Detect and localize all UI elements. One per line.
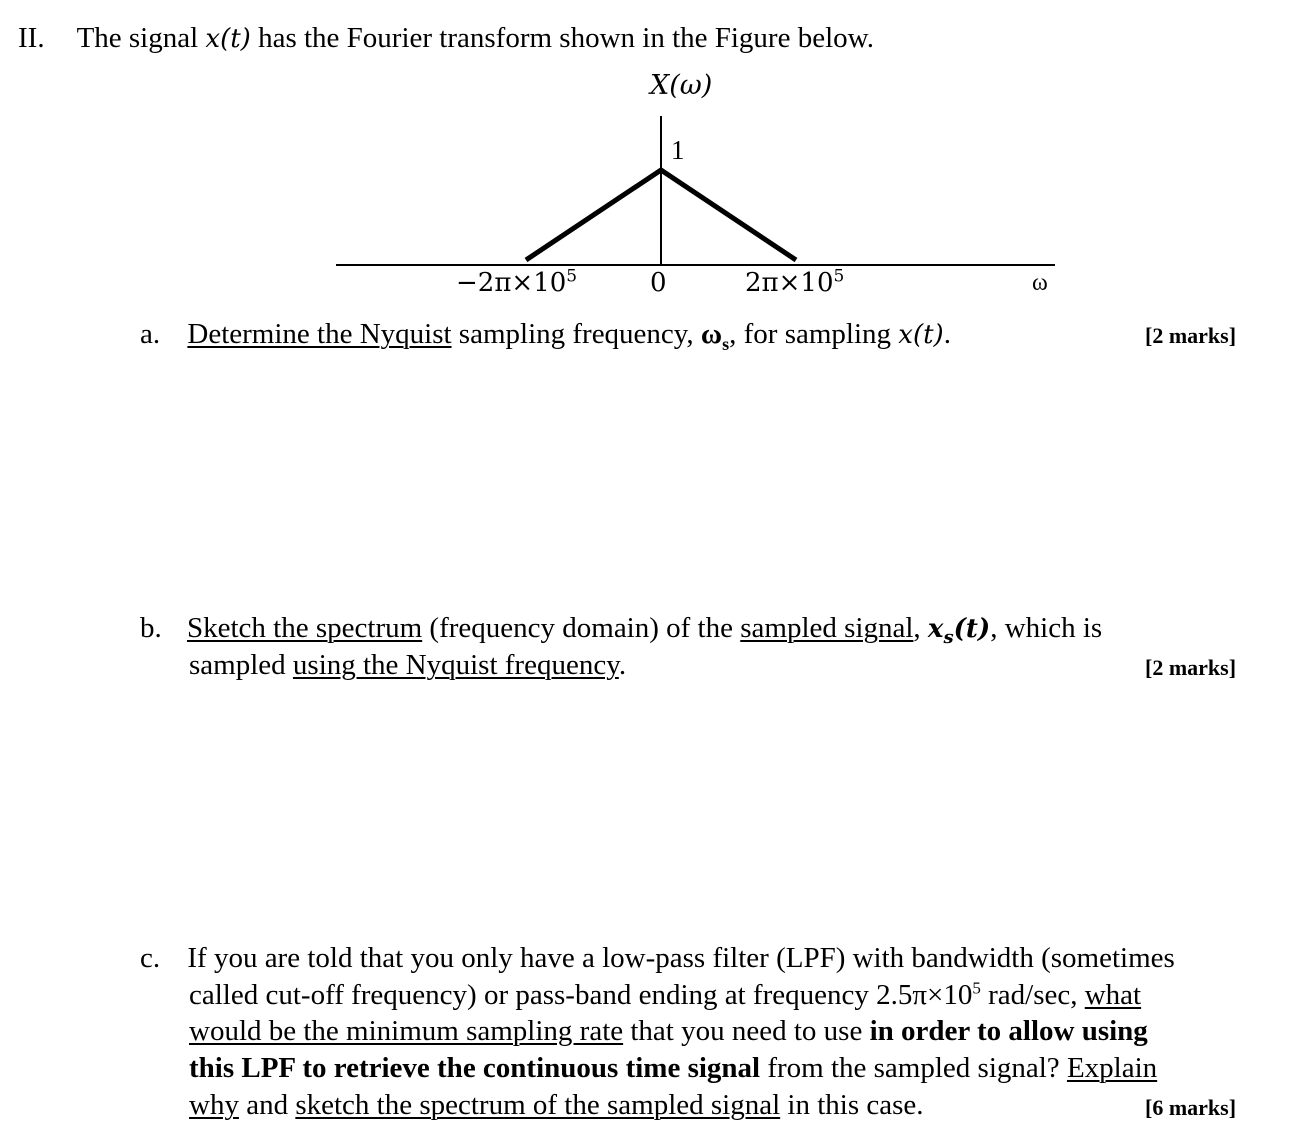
part-a-text-underlined: Determine the Nyquist	[187, 318, 452, 350]
part-b-text-end: , which is	[990, 612, 1103, 644]
part-c-line-5	[189, 1087, 924, 1123]
omega-label: ω	[1032, 270, 1048, 296]
part-b-marks: [2 marks]	[1145, 655, 1237, 680]
part-b-letter: b.	[140, 612, 162, 644]
y-axis-label: X(ω)	[650, 70, 713, 101]
part-a-marks: [2 marks]	[1145, 323, 1237, 348]
part-c-marks: [6 marks]	[1145, 1095, 1237, 1120]
part-c-text-2: called cut-off frequency) or pass-band ending at frequency 2.5π×10	[189, 979, 973, 1011]
part-c-text-5: and	[238, 1089, 296, 1121]
part-c-underlined-min-rate: would be the minimum sampling rate	[189, 1015, 624, 1047]
part-b-line-1	[140, 610, 1102, 647]
part-b-text-underlined-1: Sketch the spectrum	[187, 612, 423, 644]
question-number: II.	[18, 22, 45, 54]
part-b-line2-text: sampled	[189, 649, 293, 681]
tick-label-pos: $2\pi\times 10^5$	[745, 266, 845, 298]
peak-label: 1	[671, 135, 685, 165]
omega-s-symbol: $\omega_s$	[700, 318, 730, 354]
part-b-line2-period: .	[618, 649, 627, 681]
tick-label-neg: $-2\pi\times 10^5$	[456, 266, 578, 298]
intro-text: The signal	[76, 22, 206, 54]
part-c-text-2b: rad/sec,	[980, 979, 1085, 1011]
part-b-line2-underlined: using the Nyquist frequency	[292, 649, 619, 681]
tick-label-zero: 0	[650, 268, 667, 298]
part-c-underlined-sketch: sketch the spectrum of the sampled signal	[295, 1089, 781, 1121]
part-c-line-1	[140, 940, 1175, 976]
part-c-line-2	[189, 977, 1141, 1013]
intro-text-end: has the Fourier transform shown in the Figure below.	[250, 22, 874, 54]
part-c-exponent: 5	[972, 978, 981, 998]
part-b-comma: ,	[913, 612, 928, 644]
part-c-underlined-what: what	[1084, 979, 1142, 1011]
part-c-underlined-explain: Explain	[1066, 1052, 1158, 1084]
part-c-line-3	[189, 1013, 1148, 1049]
part-a-text-2: , for sampling	[729, 318, 899, 350]
part-c-text-4: from the sampled signal?	[760, 1052, 1067, 1084]
part-c-text-3: that you need to use	[623, 1015, 870, 1047]
question-header	[18, 22, 874, 55]
part-b-text-underlined-2: sampled signal	[740, 612, 914, 644]
part-c-underlined-why: why	[189, 1089, 239, 1121]
part-c-text-5-end: in this case.	[780, 1089, 924, 1121]
part-a-text: sampling frequency,	[451, 318, 701, 350]
part-b-text: (frequency domain) of the	[422, 612, 741, 644]
part-c-bold-2: this LPF to retrieve the continuous time signal	[189, 1052, 761, 1084]
intro-variable: x(t)	[205, 24, 251, 54]
part-c-line-4	[189, 1050, 1157, 1086]
part-c-letter: c.	[140, 942, 161, 974]
xs-variable: $x_s(t)$	[927, 614, 991, 649]
part-c-bold-1: in order to allow using	[869, 1015, 1148, 1047]
part-c-text-1: If you are told that you only have a low-pass filter (LPF) with bandwidth (sometimes	[187, 942, 1175, 974]
part-a-letter: a.	[140, 318, 161, 350]
part-a	[140, 316, 951, 353]
part-b-line-2	[189, 647, 626, 683]
part-a-period: .	[943, 318, 951, 350]
part-a-variable: x(t)	[898, 320, 944, 350]
